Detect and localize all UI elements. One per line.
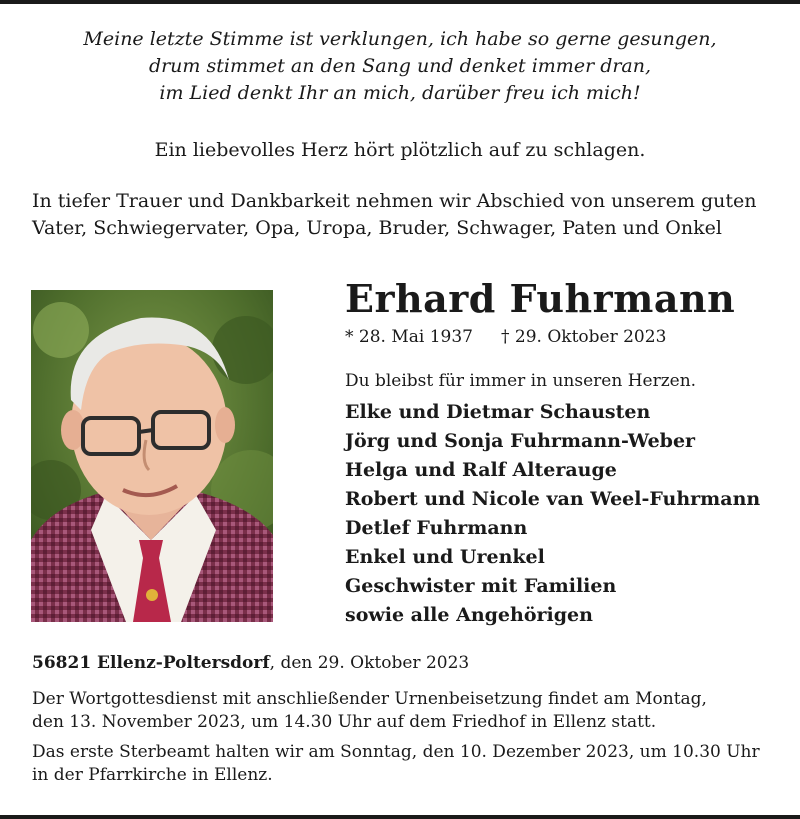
portrait-image [31, 290, 273, 622]
mourners-list [345, 398, 760, 630]
poem-line: im Lied denkt Ihr an mich, darüber freu ich mich! [159, 82, 641, 104]
poem [0, 26, 800, 107]
death-date: † 29. Oktober 2023 [501, 327, 667, 347]
service-line: Der Wortgottesdienst mit anschließender Urnenbeisetzung findet am Montag, [32, 689, 707, 709]
mourner: Geschwister mit Familien [345, 575, 617, 597]
mourner: Enkel und Urenkel [345, 546, 545, 568]
mourner: Elke und Dietmar Schausten [345, 401, 651, 423]
mourner: Helga und Ralf Alterauge [345, 459, 617, 481]
notice-date: , den 29. Oktober 2023 [269, 653, 470, 673]
poem-line: Meine letzte Stimme ist verklungen, ich habe so gerne gesungen, [83, 28, 717, 50]
mourner: Robert und Nicole van Weel-Fuhrmann [345, 488, 761, 510]
birth-date: * 28. Mai 1937 [345, 327, 473, 347]
remembrance-line: Du bleibst für immer in unseren Herzen. [345, 371, 697, 391]
intro-text [32, 188, 782, 242]
mourner: Detlef Fuhrmann [345, 517, 528, 539]
funeral-service-info [32, 688, 782, 734]
portrait-photo [31, 290, 273, 622]
intro-line: In tiefer Trauer und Dankbarkeit nehmen wir Abschied von unserem guten [32, 190, 757, 212]
service-line: den 13. November 2023, um 14.30 Uhr auf dem Friedhof in Ellenz statt. [32, 712, 657, 732]
place-name: 56821 Ellenz-Poltersdorf [32, 653, 270, 673]
heart-line: Ein liebevolles Herz hört plötzlich auf zu schlagen. [154, 139, 646, 161]
requiem-mass-info [32, 741, 782, 787]
requiem-line: in der Pfarrkirche in Ellenz. [32, 765, 273, 785]
life-dates [345, 325, 666, 349]
place-date-line [32, 651, 469, 675]
poem-line: drum stimmet an den Sang und denket immer dran, [148, 55, 652, 77]
requiem-line: Das erste Sterbeamt halten wir am Sonntag, den 10. Dezember 2023, um 10.30 Uhr [32, 742, 760, 762]
mourner: Jörg und Sonja Fuhrmann-Weber [345, 430, 696, 452]
deceased-name: Erhard Fuhrmann [345, 276, 736, 321]
intro-line: Vater, Schwiegervater, Opa, Uropa, Bruder, Schwager, Paten und Onkel [32, 217, 722, 239]
mourner: sowie alle Angehörigen [345, 604, 593, 626]
